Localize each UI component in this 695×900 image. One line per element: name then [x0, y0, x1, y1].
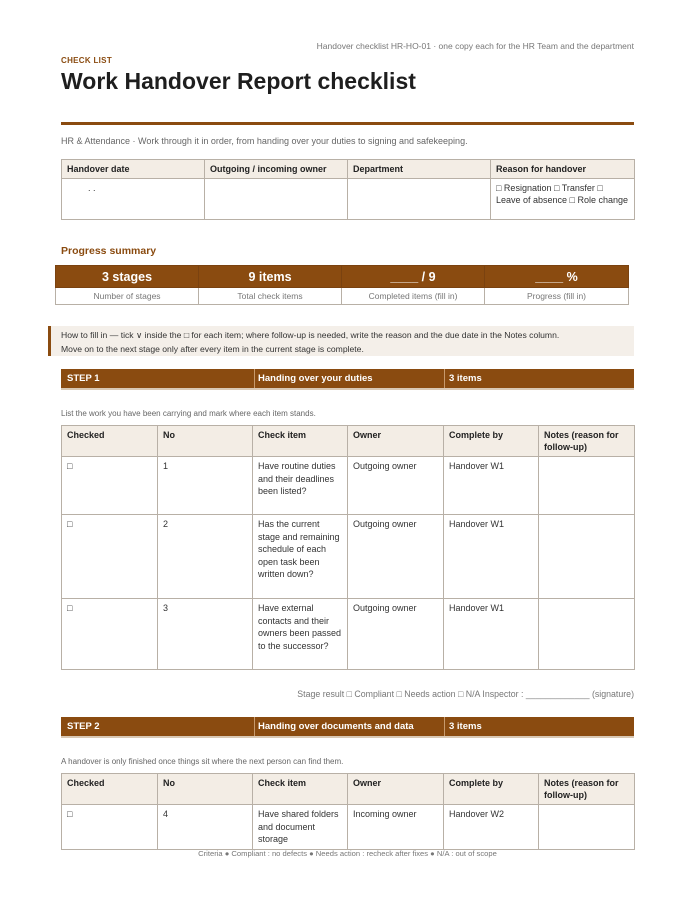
- item-notes[interactable]: [539, 457, 635, 515]
- progress-summary-table: [55, 265, 629, 305]
- table-row: [62, 805, 635, 850]
- criteria-footer: Criteria ● Compliant : no defects ● Needs action : recheck after fixes ● N/A : out of scope: [198, 849, 497, 858]
- item-notes[interactable]: [539, 515, 635, 599]
- item-complete-by: Handover W1: [444, 457, 539, 515]
- meta-header-owner: Outgoing / incoming owner: [205, 160, 348, 179]
- step-1-count: 3 items: [449, 373, 482, 384]
- checkbox[interactable]: □: [62, 805, 158, 850]
- column-checked: Checked: [62, 426, 158, 457]
- step-2-name: Handing over documents and data: [258, 721, 414, 732]
- owner-field[interactable]: [205, 179, 348, 220]
- table-row: [62, 599, 635, 670]
- check-item-text: Has the current stage and remaining schedule of each open task been written down?: [253, 515, 348, 599]
- intro-text: HR & Attendance · Work through it in order, from handing over your duties to signing and safekeeping.: [61, 136, 468, 146]
- summary-completed-value[interactable]: ____ / 9: [342, 266, 485, 288]
- column-owner: Owner: [348, 426, 444, 457]
- column-complete-by: Complete by: [444, 774, 539, 805]
- column-check-item: Check item: [253, 774, 348, 805]
- how-to-fill-note: [48, 326, 634, 356]
- column-notes: Notes (reason for follow-up): [539, 426, 635, 457]
- department-field[interactable]: [348, 179, 491, 220]
- column-check-item: Check item: [253, 426, 348, 457]
- item-owner: Outgoing owner: [348, 515, 444, 599]
- column-no: No: [158, 426, 253, 457]
- step-2-table: [61, 773, 635, 850]
- step-1-table: [61, 425, 635, 670]
- step-2-count: 3 items: [449, 721, 482, 732]
- table-row: [62, 515, 635, 599]
- summary-progress-label: Progress (fill in): [485, 288, 629, 305]
- checkbox[interactable]: □: [62, 515, 158, 599]
- page-title: Work Handover Report checklist: [61, 68, 416, 94]
- stage-result-line[interactable]: Stage result □ Compliant □ Needs action □ N/A Inspector : _____________ (signature): [297, 689, 634, 699]
- meta-header-department: Department: [348, 160, 491, 179]
- step-1-name: Handing over your duties: [258, 373, 373, 384]
- summary-stages-value: 3 stages: [56, 266, 199, 288]
- eyebrow-label: CHECK LIST: [61, 56, 112, 65]
- item-complete-by: Handover W2: [444, 805, 539, 850]
- step-2-header: [61, 717, 634, 738]
- checkbox[interactable]: □: [62, 599, 158, 670]
- item-number: 2: [158, 515, 253, 599]
- summary-progress-value[interactable]: ____ %: [485, 266, 629, 288]
- step-1-label: STEP 1: [67, 373, 100, 384]
- item-number: 3: [158, 599, 253, 670]
- summary-completed-label: Completed items (fill in): [342, 288, 485, 305]
- handover-meta-table: [61, 159, 635, 220]
- meta-header-reason: Reason for handover: [491, 160, 635, 179]
- summary-items-label: Total check items: [199, 288, 342, 305]
- item-number: 1: [158, 457, 253, 515]
- meta-header-date: Handover date: [62, 160, 205, 179]
- check-item-text: Have routine duties and their deadlines been listed?: [253, 457, 348, 515]
- table-row: [62, 457, 635, 515]
- reason-options[interactable]: □ Resignation □ Transfer □ Leave of absence □ Role change: [491, 179, 635, 220]
- item-owner: Outgoing owner: [348, 457, 444, 515]
- summary-items-value: 9 items: [199, 266, 342, 288]
- column-owner: Owner: [348, 774, 444, 805]
- progress-summary-title: Progress summary: [61, 245, 157, 257]
- step-1-description: List the work you have been carrying and mark where each item stands.: [61, 409, 316, 418]
- step-2-label: STEP 2: [67, 721, 100, 732]
- item-owner: Incoming owner: [348, 805, 444, 850]
- how-to-line-2: Move on to the next stage only after every item in the current stage is complete.: [61, 344, 364, 354]
- column-complete-by: Complete by: [444, 426, 539, 457]
- item-complete-by: Handover W1: [444, 599, 539, 670]
- step-1-header: [61, 369, 634, 390]
- item-notes[interactable]: [539, 805, 635, 850]
- step-2-description: A handover is only finished once things sit where the next person can find them.: [61, 757, 344, 766]
- item-owner: Outgoing owner: [348, 599, 444, 670]
- document-reference: Handover checklist HR-HO-01 · one copy each for the HR Team and the department: [316, 41, 634, 51]
- item-notes[interactable]: [539, 599, 635, 670]
- item-number: 4: [158, 805, 253, 850]
- column-checked: Checked: [62, 774, 158, 805]
- how-to-line-1: How to fill in — tick ∨ inside the □ for each item; where follow-up is needed, write the reason and the due date in the Notes column.: [61, 330, 560, 340]
- handover-date-field[interactable]: . .: [62, 179, 205, 220]
- summary-stages-label: Number of stages: [56, 288, 199, 305]
- check-item-text: Have shared folders and document storage: [253, 805, 348, 850]
- check-item-text: Have external contacts and their owners been passed to the successor?: [253, 599, 348, 670]
- column-no: No: [158, 774, 253, 805]
- item-complete-by: Handover W1: [444, 515, 539, 599]
- title-rule: [61, 122, 634, 125]
- checkbox[interactable]: □: [62, 457, 158, 515]
- column-notes: Notes (reason for follow-up): [539, 774, 635, 805]
